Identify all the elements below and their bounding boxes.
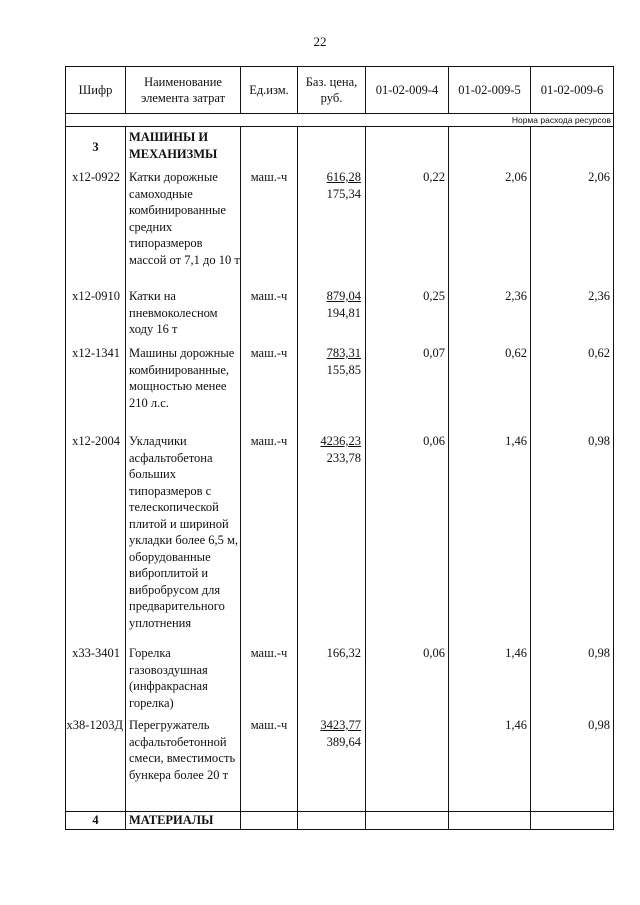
row-value-6: 0,98	[531, 717, 614, 812]
row-value-6: 2,36	[531, 288, 614, 345]
row-unit: маш.-ч	[241, 433, 298, 645]
row-price-main: 616,28	[326, 170, 361, 184]
row-name: Укладчики асфальтобетона больших типоразмеров с телескопической плитой и шириной укладки более 6,5 м, оборудованные виброплитой и вибробрусом для предварительного уплотнения	[126, 433, 241, 645]
norm-row	[66, 114, 614, 127]
row-value-4: 0,06	[366, 433, 449, 645]
row-value-6: 2,06	[531, 169, 614, 288]
row-value-4	[366, 717, 449, 812]
row-value-5: 0,62	[449, 345, 531, 433]
row-value-4: 0,06	[366, 645, 449, 717]
row-code: х12-0910	[66, 288, 126, 345]
row-price-main: 4236,23	[320, 434, 361, 448]
row-value-6: 0,98	[531, 645, 614, 717]
row-price-main: 879,04	[326, 289, 361, 303]
page-number: 22	[313, 34, 327, 49]
row-price-sub: 155,85	[326, 362, 361, 377]
row-price-main: 783,31	[326, 346, 361, 360]
row-unit: маш.-ч	[241, 345, 298, 433]
row-code: х33-3401	[66, 645, 126, 717]
row-value-4: 0,22	[366, 169, 449, 288]
header-name: Наименование элемента затрат	[126, 67, 241, 114]
row-code: х12-0922	[66, 169, 126, 288]
row-value-5: 1,46	[449, 645, 531, 717]
table-row	[66, 645, 614, 717]
section-row	[66, 812, 614, 830]
table-row	[66, 717, 614, 812]
row-value-4: 0,07	[366, 345, 449, 433]
header-price: Баз. цена, руб.	[298, 67, 366, 114]
section-title: МАШИНЫ И МЕХАНИЗМЫ	[126, 127, 241, 170]
row-value-4: 0,25	[366, 288, 449, 345]
row-value-5: 1,46	[449, 433, 531, 645]
table-row	[66, 288, 614, 345]
section-number: 4	[66, 812, 126, 830]
resource-table	[65, 66, 613, 829]
row-value-5: 2,06	[449, 169, 531, 288]
row-price-main: 166,32	[298, 645, 366, 717]
header-code: Шифр	[66, 67, 126, 114]
table-row	[66, 345, 614, 433]
row-unit: маш.-ч	[241, 288, 298, 345]
header-col6: 01-02-009-6	[531, 67, 614, 114]
row-name: Машины дорожные комбинированные, мощностью менее 210 л.с.	[126, 345, 241, 433]
row-name: Горелка газовоздушная (инфракрасная горелка)	[126, 645, 241, 717]
row-price-sub: 233,78	[326, 450, 361, 465]
row-code: х12-1341	[66, 345, 126, 433]
row-code: х38-1203Д	[66, 717, 126, 812]
section-row	[66, 127, 614, 170]
row-unit: маш.-ч	[241, 645, 298, 717]
section-title: МАТЕРИАЛЫ	[126, 812, 241, 830]
norm-label: Норма расхода ресурсов	[66, 114, 614, 127]
row-name: Перегружатель асфальтобетонной смеси, вместимость бункера более 20 т	[126, 717, 241, 812]
row-price-sub: 194,81	[326, 305, 361, 320]
row-value-6: 0,62	[531, 345, 614, 433]
row-price-sub: 175,34	[326, 186, 361, 201]
row-value-6: 0,98	[531, 433, 614, 645]
header-unit: Ед.изм.	[241, 67, 298, 114]
header-col4: 01-02-009-4	[366, 67, 449, 114]
table-row	[66, 433, 614, 645]
row-price-main: 3423,77	[320, 718, 361, 732]
row-name: Катки на пневмоколесном ходу 16 т	[126, 288, 241, 345]
table-row	[66, 169, 614, 288]
row-value-5: 2,36	[449, 288, 531, 345]
section-number: 3	[66, 127, 126, 170]
row-unit: маш.-ч	[241, 169, 298, 288]
row-unit: маш.-ч	[241, 717, 298, 812]
header-col5: 01-02-009-5	[449, 67, 531, 114]
table-header-row	[66, 67, 614, 114]
row-value-5: 1,46	[449, 717, 531, 812]
row-price-sub: 389,64	[326, 734, 361, 749]
row-name: Катки дорожные самоходные комбинированные средних типоразмеров массой от 7,1 до 10 т	[126, 169, 241, 288]
row-code: х12-2004	[66, 433, 126, 645]
